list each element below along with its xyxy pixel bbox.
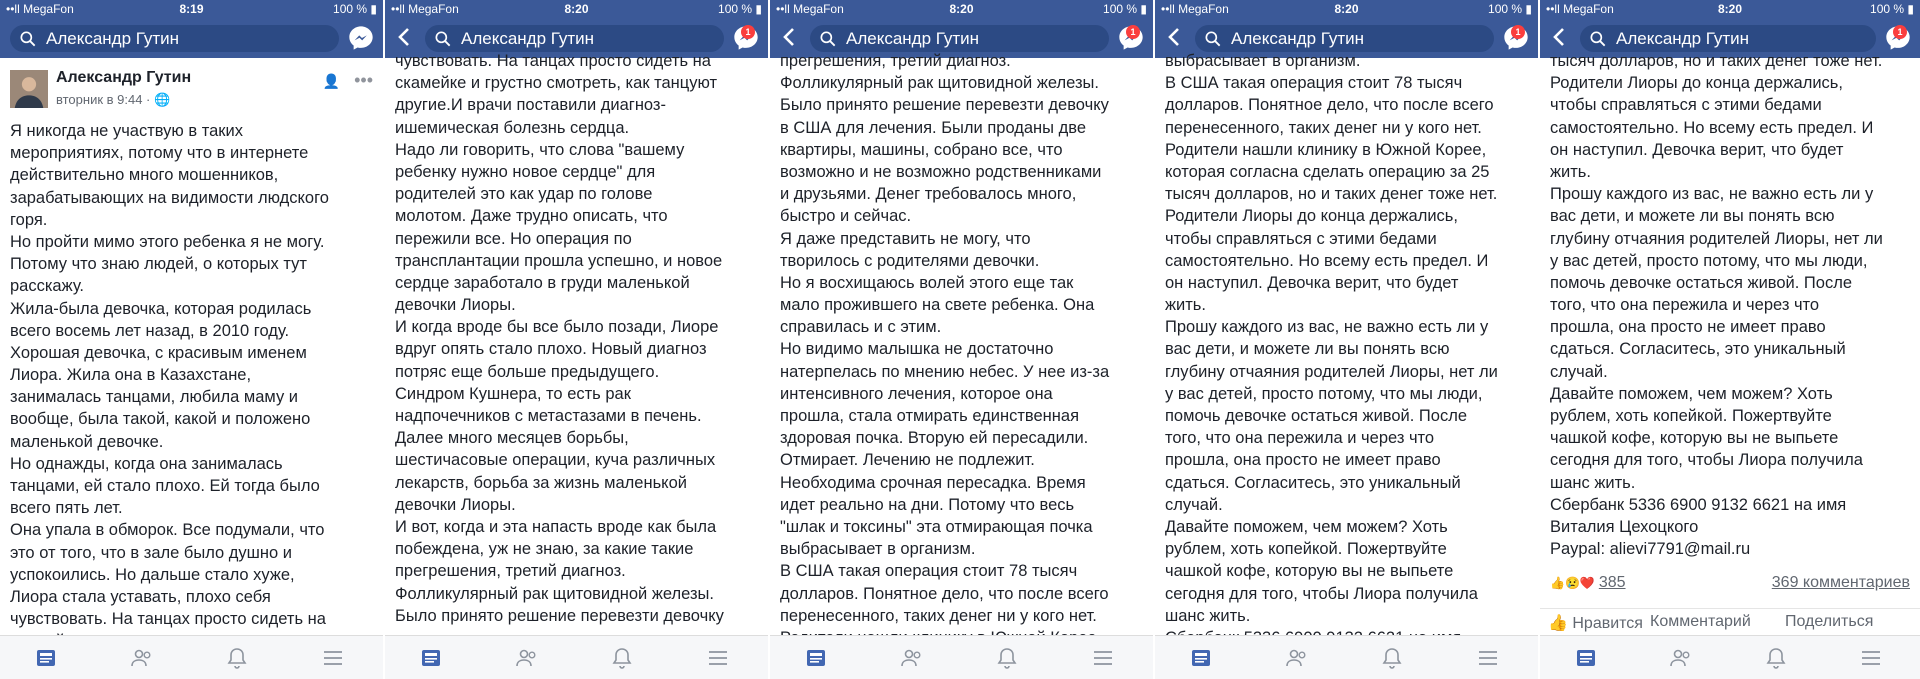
tab-bar [770,635,1153,679]
text-line: он наступил. Девочка верит, что будет [1165,273,1459,292]
text-line: В США такая операция стоит 78 тысяч [780,562,1078,581]
tab-notifications[interactable] [225,646,249,670]
reaction-count[interactable]: 385 [1598,574,1626,591]
phone-panel-4 [1155,0,1538,679]
post-actions [323,70,373,91]
comment-button[interactable]: Комментарий [1650,613,1751,630]
menu-icon [1859,646,1883,670]
text-line: девочки Лиоры. [395,495,516,514]
text-line: сегодня для того, чтобы Лиора получила [1550,451,1863,470]
search-query: Александр Гутин [461,29,595,48]
text-line: это от того, что в зале было душно и [10,543,292,562]
text-line: он наступил. Девочка верит, что будет [1550,140,1844,159]
battery-label: 100 % ▮ [718,2,762,16]
tab-feed[interactable] [34,646,58,670]
post-content [1165,52,1532,635]
text-line: помочь девочке остаться живой. После [1550,273,1853,292]
friends-icon [1669,646,1693,670]
messenger-button[interactable] [1117,24,1145,52]
battery-label: 100 % ▮ [333,2,377,16]
text-line: выбрасывает в организм. [780,540,976,559]
text-line: вас дети, и можете ли вы понять всю [1550,207,1835,226]
status-time: 8:20 [949,2,974,16]
text-line: маленькой девочке. [10,432,164,451]
tab-bar [0,635,383,679]
text-line: того, что она пережила и через что [1550,296,1820,315]
text-line: у вас детей, просто потому, что мы люди, [1550,251,1868,270]
friends-icon [1285,646,1309,670]
feed-icon [1574,646,1598,670]
text-line: мероприятиях, потому что в интернете [10,144,309,163]
search-query: Александр Гутин [46,29,180,48]
tab-feed[interactable] [419,646,443,670]
search-icon-wrap [1588,29,1608,49]
text-line: случай. [1550,362,1608,381]
text-line: и друзьями. Денег требовалось много, [780,185,1077,204]
text-line: справилась и с этим. [780,318,942,337]
battery-label: 100 % ▮ [1488,2,1532,16]
text-line: Я даже представить не могу, что [780,229,1031,248]
text-line: Было принято решение перевезти девочку [780,96,1109,115]
nav-bar [0,19,383,58]
text-line: у вас детей, просто потому, что мы люди, [1165,384,1483,403]
tab-friends[interactable] [130,646,154,670]
text-line: глубину отчаяния родителей Лиоры, нет ли [1550,229,1883,248]
text-line: расскажу. [10,277,85,296]
menu-icon [1091,646,1115,670]
text-line: долларов. Понятное дело, что после всего [780,584,1109,603]
text-line: самостоятельно. Но всему есть предел. И [1550,118,1874,137]
search-query: Александр Гутин [1231,29,1365,48]
text-line: Но я восхищаюсь волей этого еще так [780,273,1074,292]
text-line: вдруг опять стало плохо. Новый диагноз [395,340,707,359]
reactions-icon: 👍😢❤️ [1550,576,1595,590]
menu-icon [1476,646,1500,670]
tab-notifications[interactable] [1380,646,1404,670]
text-line: глубину отчаяния родителей Лиоры, нет ли [1165,362,1498,381]
avatar[interactable] [10,70,48,108]
search-icon [818,29,838,49]
like-button[interactable]: 👍 Нравится [1548,615,1643,632]
tab-menu[interactable] [706,646,730,670]
battery-label: 100 % ▮ [1103,2,1147,16]
phone-panel-3 [770,0,1153,679]
text-line: помочь девочке остаться живой. После [1165,407,1468,425]
notifications-icon [610,646,634,670]
text-line: И когда вроде бы все было позади, Лиоре [395,318,719,337]
text-line: интенсивного лечения, которое она [780,384,1053,403]
feed-icon [804,646,828,670]
text-line: Лиора. Жила она в Казахстане, [10,366,252,385]
text-line: чувствовать. На танцах просто сидеть на [395,52,711,70]
carrier-label: ••ll MegaFon [6,2,74,16]
text-line: сегодня для того, чтобы Лиора получила [1165,584,1478,603]
text-line: шанс жить. [1550,473,1636,492]
menu-icon [321,646,345,670]
text-line: мало прожившего на свете ребенка. Она [780,296,1095,315]
text-line: горя. [10,210,48,229]
search-icon [1588,29,1608,49]
search-input[interactable] [1195,25,1494,52]
tab-friends[interactable] [900,646,924,670]
tab-bar [385,635,768,679]
text-line: Родители Лиоры до конца держались, [1550,74,1843,93]
text-line: натерпелась по мнению небес. У нее из-за [780,362,1110,381]
tab-menu[interactable] [321,646,345,670]
person-avatar-icon [10,70,48,108]
friends-icon [515,646,539,670]
text-line: сердце заработало в груди маленькой [395,273,690,292]
text-line: долларов. Понятное дело, что после всего [1165,96,1494,115]
post-author[interactable]: Александр Гутин [56,69,192,86]
post-header [10,58,377,120]
text-line: Фолликулярный рак щитовидной железы. [395,584,714,603]
back-button[interactable] [1548,25,1572,51]
text-line: тысяч долларов, но и таких денег тоже нет. [1550,52,1883,70]
status-bar [770,0,1153,19]
reaction-counts [1550,574,1910,596]
text-line: прошла, стала отмирать единственная [780,407,1080,425]
friends-icon [130,646,154,670]
text-line: Далее много месяцев борьбы, [395,429,629,448]
text-line: Лиора стала уставать, плохо себя [10,587,271,606]
text-line: чашкой кофе, которую вы не выпьете [1165,562,1454,581]
text-line: Хорошая девочка, с красивым именем [10,343,307,362]
status-bar [1155,0,1538,19]
text-line: всего пять лет. [10,499,123,518]
post-content [780,52,1147,635]
tab-notifications[interactable] [610,646,634,670]
text-line: Давайте поможем, чем можем? Хоть [1165,517,1448,536]
messenger-button[interactable] [1502,24,1530,52]
text-line: Прошу каждого из вас, не важно есть ли у [1165,318,1489,337]
post-meta: вторник в 9:44 · 🌐 [56,92,171,107]
tab-notifications[interactable] [995,646,1019,670]
carrier-label: ••ll MegaFon [1161,2,1229,16]
search-icon [18,29,38,49]
search-input[interactable] [1580,25,1876,52]
text-line: прошла, она просто не имеет право [1165,451,1441,470]
post-text [780,50,1147,649]
messenger-badge: 1 [1511,25,1525,39]
text-line: Родители Лиоры до конца держались, [1165,207,1458,226]
tab-feed[interactable] [1189,646,1213,670]
text-line: самостоятельно. Но всему есть предел. И [1165,251,1489,270]
status-time: 8:20 [1334,2,1359,16]
messenger-badge: 1 [1126,25,1140,39]
text-line: квартиры, машины, собрано все, что [780,140,1063,159]
text-line: творилось с родителями девочки. [780,251,1040,270]
tab-menu[interactable] [1476,646,1500,670]
comments-count[interactable]: 369 комментариев [1771,574,1910,591]
text-line: танцами, ей стало плохо. Ей тогда было [10,477,320,495]
text-line: Она упала в обморок. Все подумали, что [10,521,325,540]
status-time: 8:19 [179,2,204,16]
text-line: которая согласна сделать операцию за 25 [1165,162,1490,181]
text-line: Но видимо малышка не достаточно [780,340,1054,359]
text-line: Отмирает. Лечению не подлежит. [780,451,1035,470]
text-line: идет реально на дни. Потому что весь [780,495,1075,514]
messenger-badge: 1 [1893,25,1907,39]
search-icon-wrap [1203,29,1223,49]
messenger-button[interactable] [732,24,760,52]
post-text [10,120,377,653]
carrier-label: ••ll MegaFon [1546,2,1614,16]
post-text [1550,50,1914,560]
text-line: скамейке и грустно смотреть, как танцуют [395,74,718,93]
text-line: девочки Лиоры. [395,296,516,315]
text-line: пережили все. Но операция по [395,229,632,248]
chevron-left-icon [1548,25,1572,49]
tab-bar [1155,635,1538,679]
text-line: Но пройти мимо этого ребенка я не могу. [10,232,325,251]
tab-notifications[interactable] [1764,646,1788,670]
text-line: чтобы справляться с этими бедами [1550,96,1822,115]
search-icon-wrap [818,29,838,49]
tab-friends[interactable] [1669,646,1693,670]
text-line: Было принято решение перевезти девочку [395,606,724,625]
friends-icon [900,646,924,670]
text-line: прошла, она просто не имеет право [1550,318,1826,337]
search-icon-wrap [18,29,38,49]
chevron-left-icon [1163,25,1187,49]
back-button[interactable] [778,25,802,51]
text-line: жить. [1165,296,1206,315]
chevron-left-icon [393,25,417,49]
phone-panel-1 [0,0,383,679]
search-query: Александр Гутин [1616,29,1750,48]
text-line: побеждена, уж не знаю, за какие такие [395,540,694,559]
text-line: действительно много мошенников, [10,166,279,185]
text-line: здоровая почка. Вторую ей пересадили. [780,429,1089,448]
text-line: сдаться. Согласитесь, это уникальный [1550,340,1846,359]
text-line: шанс жить. [1165,606,1251,625]
text-line: Необходима срочная пересадка. Время [780,473,1086,492]
feed-icon [1189,646,1213,670]
status-bar [1540,0,1920,19]
text-line: чувствовать. На танцах просто сидеть на [10,610,326,629]
text-line: шестичасовые операции, куча различных [395,451,716,470]
tab-bar [1540,635,1920,679]
text-line: родителей это как удар по голове [395,185,653,204]
messenger-badge: 1 [741,25,755,39]
messenger-button[interactable] [347,24,375,52]
text-line: прегрешения, третий диагноз. [395,562,626,581]
search-input[interactable] [810,25,1109,52]
text-line: Я никогда не участвую в таких [10,122,243,140]
text-line: Жила-была девочка, которая родилась [10,299,312,318]
text-line: вообще, была такой, какой и положено [10,410,311,429]
text-line: "шлак и токсины" эта отмирающая почка [780,517,1093,536]
text-line: Фолликулярный рак щитовидной железы. [780,74,1099,93]
text-line: выбрасывает в организм. [1165,52,1361,70]
back-button[interactable] [1163,25,1187,51]
text-line: быстро и сейчас. [780,207,912,226]
notifications-icon [995,646,1019,670]
text-line: чашкой кофе, которую вы не выпьете [1550,429,1839,448]
search-icon [433,29,453,49]
messenger-button[interactable] [1884,24,1912,52]
phone-panel-5 [1540,0,1920,679]
text-line: Родители нашли клинику в Южной Корее, [1165,140,1487,159]
status-time: 8:20 [1717,2,1743,16]
chevron-left-icon [778,25,802,49]
text-line: И вот, когда и эта напасть вроде как была [395,517,717,536]
tab-feed[interactable] [1574,646,1598,670]
text-line: зарабатывающих на видимости людского [10,188,329,207]
text-line: прегрешения, третий диагноз. [780,52,1011,70]
post-content [395,52,762,635]
share-button[interactable]: Поделиться [1785,613,1874,630]
text-line: возможно и не возможно родственниками [780,162,1102,181]
more-options-icon[interactable]: ••• [354,70,373,90]
text-line: трансплантации прошла успешно, и новое [395,251,723,270]
text-line: Давайте поможем, чем можем? Хоть [1550,384,1833,403]
back-button[interactable] [393,25,417,51]
notifications-icon [225,646,249,670]
text-line: рублем, хоть копейкой. Пожертвуйте [1550,407,1832,425]
text-line: жить. [1550,162,1591,181]
search-input[interactable] [425,25,724,52]
feed-icon [34,646,58,670]
text-line: В США такая операция стоит 78 тысяч [1165,74,1463,93]
text-line: Прошу каждого из вас, не важно есть ли у [1550,185,1874,204]
phone-panel-2 [385,0,768,679]
text-line: лекарств, борьба за жизнь маленькой [395,473,687,492]
text-line: чтобы справляться с этими бедами [1165,229,1437,248]
tab-friends[interactable] [1285,646,1309,670]
search-input[interactable] [10,25,339,52]
text-line: случай. [1165,495,1223,514]
tab-feed[interactable] [804,646,828,670]
text-line: сдаться. Согласитесь, это уникальный [1165,473,1461,492]
text-line: Виталия Цехоцкого [1550,517,1699,536]
text-line: молотом. Даже трудно описать, что [395,207,668,226]
status-time: 8:20 [564,2,589,16]
text-line: всего восемь лет назад, в 2010 году. [10,321,290,340]
notifications-icon [1764,646,1788,670]
search-icon [1203,29,1223,49]
menu-icon [706,646,730,670]
messenger-icon [347,24,375,52]
text-line: ребенку нужно новое сердце" для [395,162,656,181]
text-line: потряс еще больше предыдущего. [395,362,660,381]
text-line: перенесенного, таких денег ни у кого нет. [780,606,1097,625]
tab-friends[interactable] [515,646,539,670]
tab-menu[interactable] [1859,646,1883,670]
text-line: Но однажды, когда она занималась [10,454,283,473]
text-line: вас дети, и можете ли вы понять всю [1165,340,1450,359]
battery-label: 100 % ▮ [1870,2,1914,16]
text-line: перенесенного, таких денег ни у кого нет. [1165,118,1482,137]
text-line: ишемическая болезнь сердца. [395,118,630,137]
text-line: того, что она пережила и через что [1165,429,1435,448]
search-query: Александр Гутин [846,29,980,48]
text-line: Paypal: alievi7791@mail.ru [1550,540,1751,559]
text-line: надпочечников с метастазами в печень. [395,407,702,425]
post-text [1165,50,1532,649]
text-line: Сбербанк 5336 6900 9132 6621 на имя [1550,495,1847,514]
text-line: Потому что знаю людей, о которых тут [10,255,307,274]
tab-menu[interactable] [1091,646,1115,670]
carrier-label: ••ll MegaFon [776,2,844,16]
text-line: рублем, хоть копейкой. Пожертвуйте [1165,540,1447,559]
post-content [10,58,377,635]
status-bar [0,0,383,19]
post-text [395,50,762,627]
status-bar [385,0,768,19]
text-line: успокоились. Но дальше стало хуже, [10,565,295,584]
notifications-icon [1380,646,1404,670]
carrier-label: ••ll MegaFon [391,2,459,16]
search-icon-wrap [433,29,453,49]
text-line: Надо ли говорить, что слова "вашему [395,140,685,159]
text-line: другие.И врачи поставили диагноз- [395,96,666,115]
text-line: занималась танцами, любила маму и [10,388,299,407]
add-friend-icon[interactable]: 👤 [322,73,345,89]
text-line: Синдром Кушнера, то есть рак [395,384,631,403]
post-content [1550,52,1914,568]
feed-icon [419,646,443,670]
post-action-bar [1540,608,1920,632]
text-line: тысяч долларов, но и таких денег тоже нет. [1165,185,1498,204]
text-line: в США для лечения. Были проданы две [780,118,1086,137]
